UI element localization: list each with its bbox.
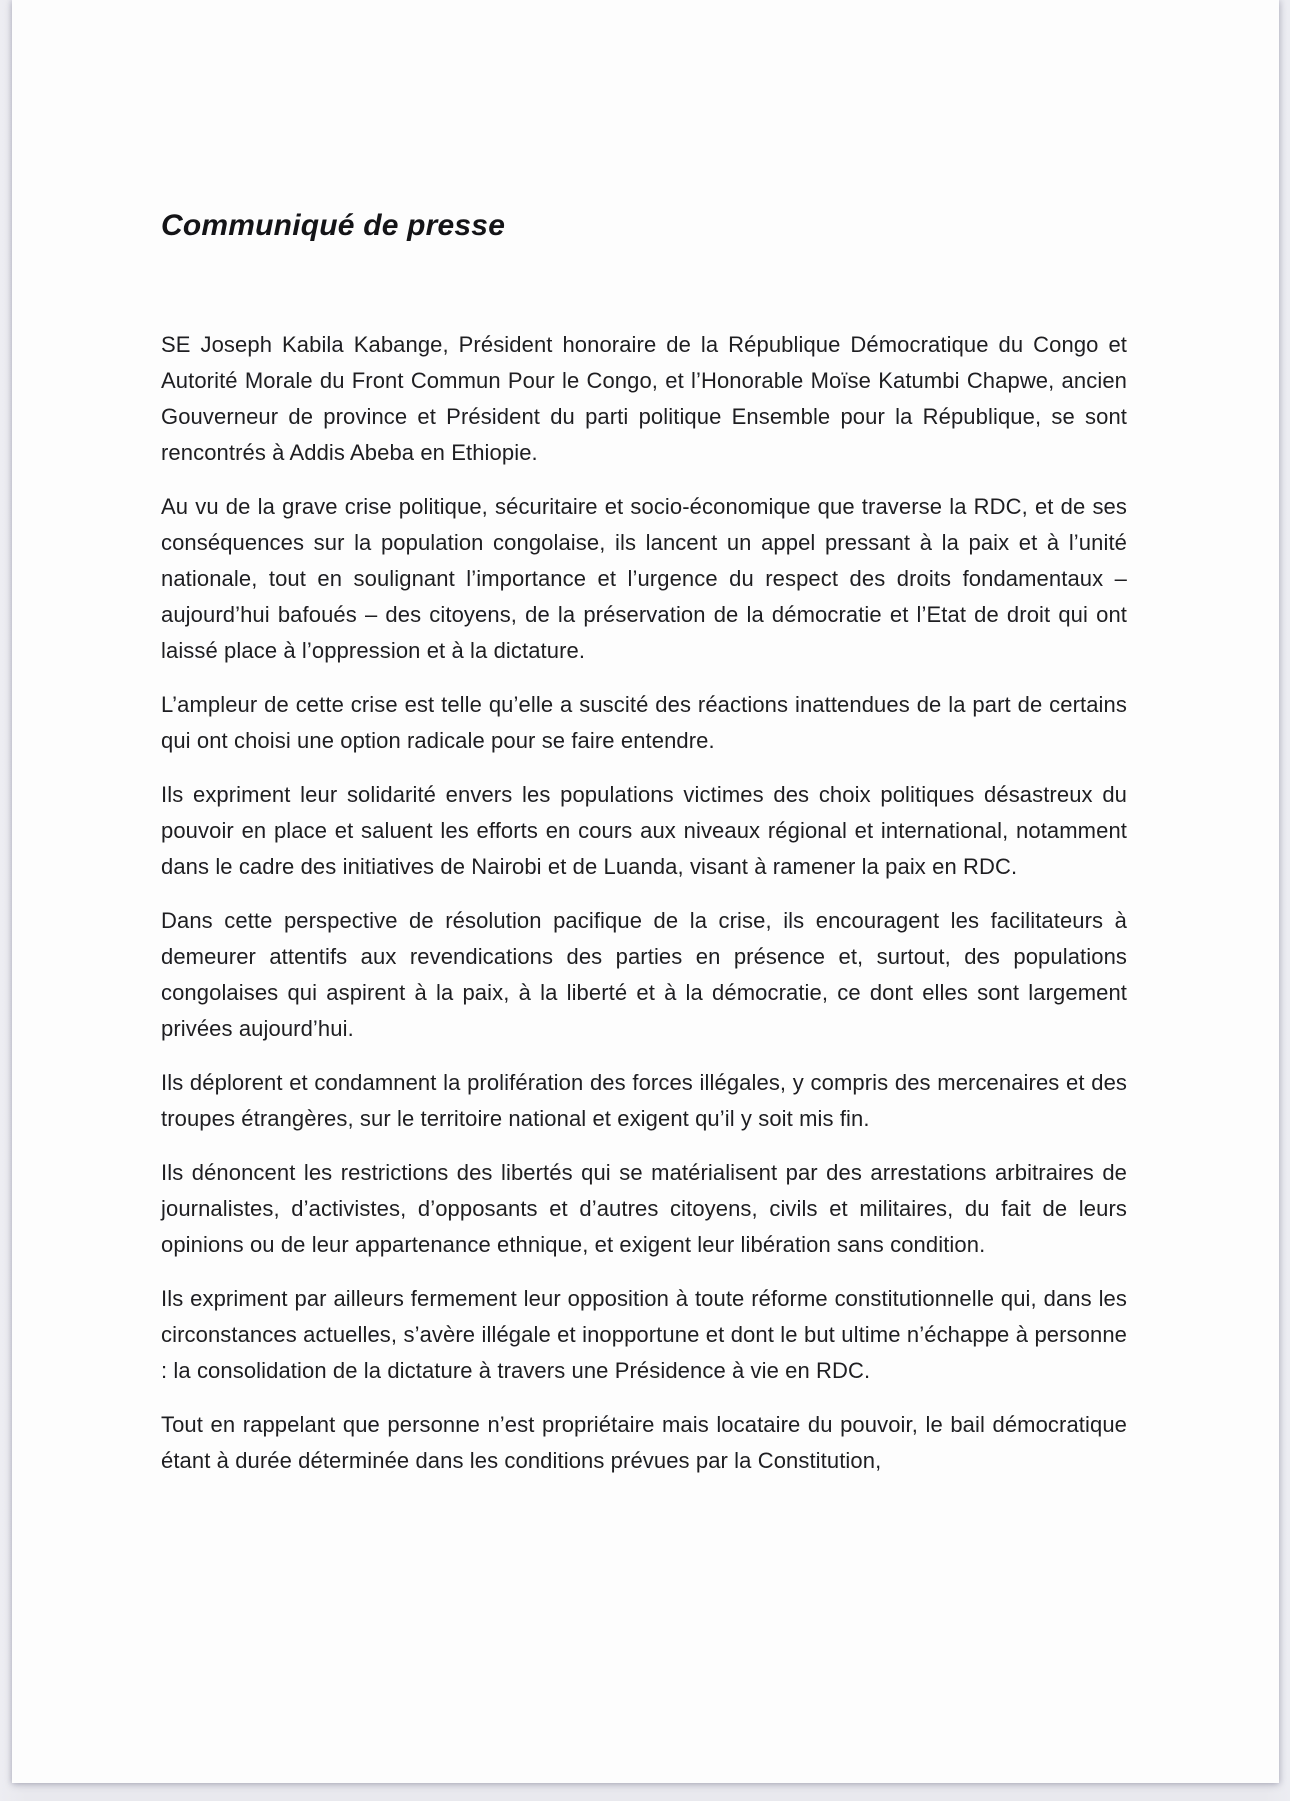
document-title: Communiqué de presse <box>161 209 506 242</box>
paragraph: SE Joseph Kabila Kabange, Président honoraire de la République Démocratique du Congo et Autorité Morale du Front Commun Pour le Congo, et l’Honorable Moïse Katumbi Chapwe, ancien Gouverneur de province et Président du parti politique Ensemble pour la République, se sont rencontrés à Addis Abeba en Ethiopie. <box>161 332 1127 465</box>
document-page <box>12 0 1279 1783</box>
paragraph: Tout en rappelant que personne n’est propriétaire mais locataire du pouvoir, le bail démocratique étant à durée déterminée dans les conditions prévues par la Constitution, <box>161 1412 1127 1473</box>
paragraph: L’ampleur de cette crise est telle qu’elle a suscité des réactions inattendues de la part de certains qui ont choisi une option radicale pour se faire entendre. <box>161 692 1127 753</box>
document-content <box>161 0 1127 1473</box>
paragraph: Ils déplorent et condamnent la prolifération des forces illégales, y compris des mercenaires et des troupes étrangères, sur le territoire national et exigent qu’il y soit mis fin. <box>161 1070 1127 1131</box>
paragraph: Ils dénoncent les restrictions des libertés qui se matérialisent par des arrestations arbitraires de journalistes, d’activistes, d’opposants et d’autres citoyens, civils et militaires, du fait de leurs opinions ou de leur appartenance ethnique, et exigent leur libération sans condition. <box>161 1160 1127 1257</box>
document-body <box>161 327 1127 1479</box>
paragraph: Ils expriment par ailleurs fermement leur opposition à toute réforme constitutionnelle qui, dans les circonstances actuelles, s’avère illégale et inopportune et dont le but ultime n’échappe à personne : la consolidation de la dictature à travers une Présidence à vie en RDC. <box>161 1286 1127 1383</box>
paragraph: Ils expriment leur solidarité envers les populations victimes des choix politiques désastreux du pouvoir en place et saluent les efforts en cours aux niveaux régional et international, notamment dans le cadre des initiatives de Nairobi et de Luanda, visant à ramener la paix en RDC. <box>161 782 1127 879</box>
paragraph: Dans cette perspective de résolution pacifique de la crise, ils encouragent les facilitateurs à demeurer attentifs aux revendications des parties en présence et, surtout, des populations congolaises qui aspirent à la paix, à la liberté et à la démocratie, ce dont elles sont largement privées aujourd’hui. <box>161 908 1127 1041</box>
paragraph: Au vu de la grave crise politique, sécuritaire et socio-économique que traverse la RDC, et de ses conséquences sur la population congolaise, ils lancent un appel pressant à la paix et à l’unité nationale, tout en soulignant l’importance et l’urgence du respect des droits fondamentaux – aujourd’hui bafoués – des citoyens, de la préservation de la démocratie et l’Etat de droit qui ont laissé place à l’oppression et à la dictature. <box>161 494 1127 663</box>
